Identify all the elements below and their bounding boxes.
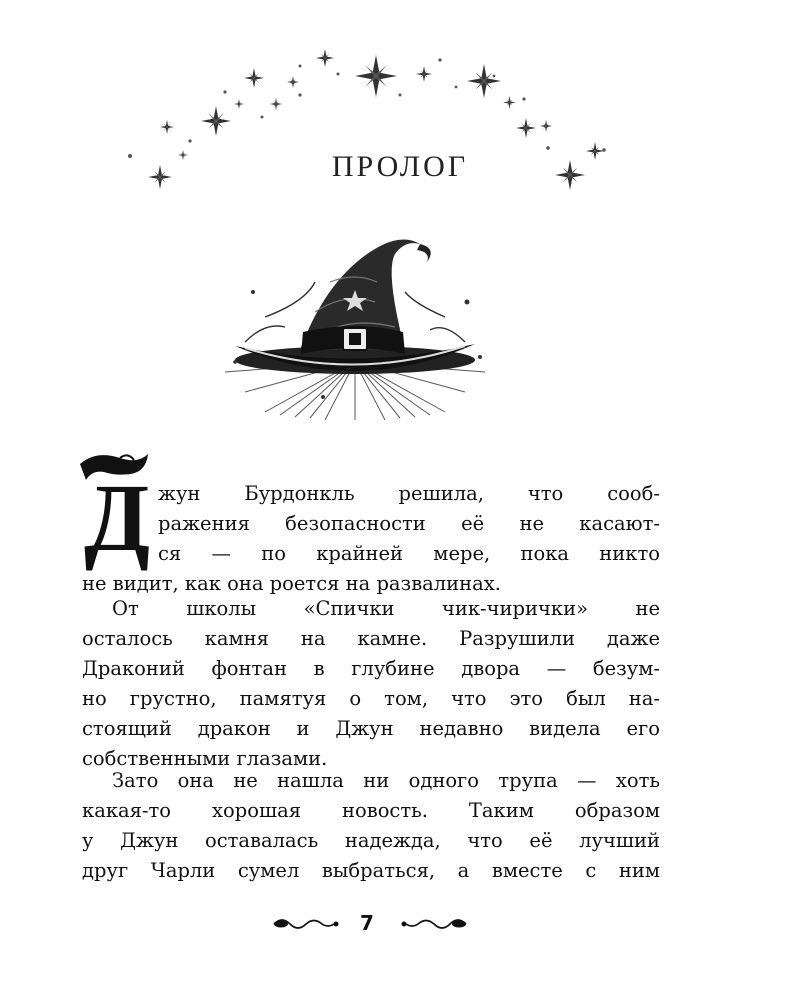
text-line: не видит, как она роется на развалинах. (82, 572, 502, 595)
text-line: какая-то хорошая новость. Таким образом (82, 799, 660, 822)
text-line: друг Чарли сумел выбраться, а вместе с ним (82, 859, 660, 882)
paragraph-1 (82, 479, 660, 599)
text-line: но грустно, памятуя о том, что это был на- (82, 687, 660, 710)
paragraph-3 (82, 766, 660, 886)
chapter-title: ПРОЛОГ (331, 150, 469, 183)
text-line: Драконий фонтан в глубине двора — безум- (82, 657, 660, 680)
text-line: у Джун оставалась надежда, что её лучший (82, 829, 660, 852)
drop-cap-letter: Д (83, 464, 151, 571)
page-number: 7 (360, 911, 374, 935)
text-line: ся — по крайней мере, пока никто (158, 542, 660, 565)
text-line: осталось камня на камне. Разрушили даже (82, 627, 660, 650)
text-line: От школы «Спички чик-чирички» не (112, 597, 660, 620)
text-line: собственными глазами. (82, 747, 328, 770)
paragraph-2 (82, 594, 660, 774)
witch-hat-illustration-icon (205, 222, 505, 422)
page-footer (0, 908, 800, 938)
flourish-ornament-left-icon (272, 914, 342, 934)
text-line: Зато она не нашла ни одного трупа — хоть (112, 769, 660, 792)
text-line: жун Бурдонкль решила, что сооб- (158, 482, 660, 505)
text-line: ражения безопасности её не касают- (158, 512, 660, 535)
text-line: стоящий дракон и Джун недавно видела его (82, 717, 660, 740)
flourish-ornament-right-icon (398, 914, 468, 934)
